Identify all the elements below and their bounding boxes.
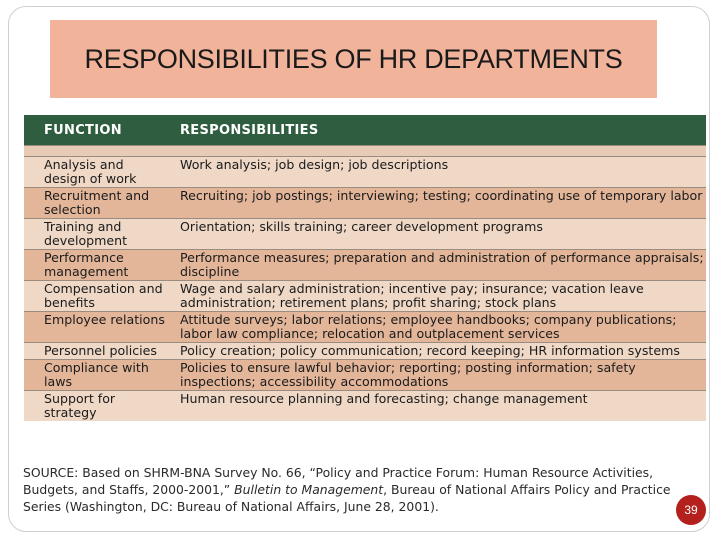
responsibilities-cell: Orientation; skills training; career development programs	[171, 219, 706, 250]
table-row	[24, 281, 706, 312]
responsibilities-cell: Policy creation; policy communication; record keeping; HR information systems	[171, 343, 706, 360]
function-cell: Recruitment and selection	[24, 188, 171, 219]
title-banner	[50, 20, 657, 98]
function-cell: Compliance with laws	[24, 360, 171, 391]
responsibilities-cell: Wage and salary administration; incentive pay; insurance; vacation leave administration; retirement plans; profit sharing; stock plans	[171, 281, 706, 312]
function-cell: Compensation and benefits	[24, 281, 171, 312]
responsibilities-cell: Work analysis; job design; job descriptions	[171, 157, 706, 188]
hr-responsibilities-table-container	[24, 115, 706, 421]
table-row	[24, 343, 706, 360]
table-row	[24, 312, 706, 343]
table-header-row	[24, 115, 706, 146]
responsibilities-cell: Performance measures; preparation and administration of performance appraisals; discipline	[171, 250, 706, 281]
table-row	[24, 391, 706, 422]
source-journal: Bulletin to Management	[234, 482, 384, 497]
function-cell: Personnel policies	[24, 343, 171, 360]
page-number-badge	[676, 495, 706, 525]
hr-responsibilities-table	[24, 115, 706, 421]
function-cell: Analysis and design of work	[24, 157, 171, 188]
source-citation	[23, 464, 703, 515]
function-cell: Performance management	[24, 250, 171, 281]
responsibilities-cell: Human resource planning and forecasting; change management	[171, 391, 706, 422]
responsibilities-cell: Recruiting; job postings; interviewing; testing; coordinating use of temporary labor	[171, 188, 706, 219]
table-spacer-row	[24, 146, 706, 157]
function-cell: Support for strategy	[24, 391, 171, 422]
function-cell: Employee relations	[24, 312, 171, 343]
function-cell: Training and development	[24, 219, 171, 250]
header-function: FUNCTION	[24, 115, 171, 146]
source-suffix: , Bureau of National Affairs Policy and Practice Series (Washington, DC: Bureau of National Affairs, June 28, 2001).	[23, 482, 671, 514]
responsibilities-cell: Attitude surveys; labor relations; employee handbooks; company publications; labor law compliance; relocation and outplacement services	[171, 312, 706, 343]
table-row	[24, 157, 706, 188]
slide-title: RESPONSIBILITIES OF HR DEPARTMENTS	[84, 43, 623, 74]
header-responsibilities: RESPONSIBILITIES	[171, 115, 706, 146]
table-row	[24, 360, 706, 391]
responsibilities-cell: Policies to ensure lawful behavior; reporting; posting information; safety inspections; accessibility accommodations	[171, 360, 706, 391]
page-number: 39	[684, 503, 698, 517]
table-row	[24, 188, 706, 219]
table-row	[24, 219, 706, 250]
table-row	[24, 250, 706, 281]
source-prefix: SOURCE: Based on SHRM-BNA Survey No. 66, “Policy and Practice Forum: Human Resource Activities, Budgets, and Staffs, 2000-2001,”	[23, 465, 654, 497]
